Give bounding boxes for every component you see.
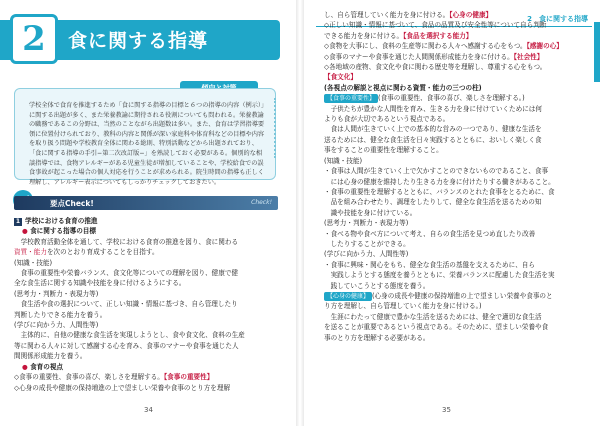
text: できる能力を身に付ける。 bbox=[324, 31, 404, 40]
body-line: 資質・能力を次のとおり育成することを目指す。 bbox=[14, 248, 159, 257]
body-line bbox=[14, 372, 290, 382]
check-label: 要点Check! bbox=[50, 199, 94, 208]
body-line: 食は人間が生きていく上での基本的な営みの一つであり、健康な生活を bbox=[324, 125, 542, 134]
body-line bbox=[324, 41, 586, 51]
running-head: 2 食に関する指導 bbox=[527, 15, 588, 23]
learning-label: (学びに向かう力、人間性等) bbox=[324, 250, 409, 259]
section-heading-1 bbox=[14, 216, 290, 226]
bullet: ● bbox=[22, 227, 28, 236]
body-line: したりすることができる。 bbox=[324, 239, 410, 248]
body-line: よりも食が大切であるという視点である。 bbox=[324, 115, 450, 124]
body-line: ・食事に興味・関心をもち、健全な食生活の基盤を支えるために、自ら bbox=[324, 260, 535, 269]
highlight-text: 資質・能力 bbox=[14, 248, 47, 257]
tag-culture: 【食文化】 bbox=[324, 73, 357, 82]
body-line: (学びに向かう力、人間性等) bbox=[14, 321, 99, 330]
viewpoint-tag: 【食事の重要性】 bbox=[163, 373, 214, 382]
bullet: ● bbox=[22, 362, 28, 371]
intro-box bbox=[14, 88, 276, 186]
tag-social: 【社会性】 bbox=[513, 52, 544, 61]
body-line: ・食事は人間が生きていく上で欠かすことのできないものであること、食事 bbox=[324, 167, 549, 176]
body-line: ◇正しい知識・情報に基づいて、食品の品質及び安全性等について自ら判断 bbox=[324, 21, 547, 30]
body-line: 践していこうとする態度を養う。 bbox=[324, 281, 430, 290]
body-line: には心身の健康を維持したり生きる力を身に付けたりする働きがあること。 bbox=[324, 177, 555, 186]
intro-text: 学校全体で食育を推進するため「食に関する指導の目標と６つの指導の内容（例示）」に関する出題が多く、また栄養教諭に期待される役割についても問われる。栄養教諭の職務であるこの分野は、当然のことながら出題数は多い。また、食育は学習指導要領に位置付けられており、教科の内容と関係が深い家庭科や体育科などの目標や内容を取り扱う問題や学校教育全体に関わる総則、特別活動などから出題されており、「食に関する指導の手引−第二次改訂版−」を熟読しておく必要がある。個別的な相談指導では、食物アレルギーがある児童生徒が増加していることや、学校給食での誤食事故が起こった場合の個人対応を行うことが求められる。院生時間の指導も正しく理解し、アレルギー表示についてもしっかりチェックしておきたい。 bbox=[29, 102, 265, 186]
body-line: り方を理解し、自ら管理していく能力を身に付ける。) bbox=[324, 302, 482, 311]
right-body bbox=[324, 10, 586, 343]
viewpoint-title: 食育の視点 bbox=[30, 362, 64, 371]
body-line: ◇心身の成長や健康の保持増進の上で望ましい栄養や食事のとり方を理解 bbox=[14, 383, 231, 392]
body-line: 等に関わる人々に対して感謝する心を育み、食事のマナーや食事を通じた人 bbox=[14, 341, 239, 350]
body-line: 品を組み合わせたり、調理をしたりして、健全な食生活を送るための知 bbox=[324, 198, 542, 207]
body-line: ◇各地域の産物、食文化や食に関わる歴史等を理解し、尊重する心をもつ。 bbox=[324, 63, 547, 72]
chapter-tab bbox=[594, 22, 600, 82]
body-line: 食事の重要性や栄養バランス、食文化等についての理解を図り、健康で健 bbox=[14, 269, 239, 278]
health-tag: 【心身の健康】 bbox=[324, 292, 372, 301]
left-body bbox=[14, 216, 290, 393]
section-heading-2 bbox=[14, 226, 290, 236]
body-line: 判断したりできる能力を養う。 bbox=[14, 310, 107, 319]
knowledge-label: (知識・技能) bbox=[324, 156, 363, 165]
body-line: 間関係形成能力を養う。 bbox=[14, 352, 87, 361]
body-line: 送るためには、健全な食生活を日々実践するとともに、おいしく楽しく食 bbox=[324, 135, 542, 144]
body-line bbox=[324, 93, 586, 103]
text: し、自ら管理していく能力を身に付ける。 bbox=[324, 11, 450, 19]
section-title: 学校における食育の推進 bbox=[25, 217, 98, 225]
tag-health: 【心身の健康】 bbox=[449, 11, 493, 19]
body-line: (思考力・判断力・表現力等) bbox=[14, 289, 99, 298]
health-desc: (心身の成長や健康の保持増進の上で望ましい栄養や食事のと bbox=[372, 291, 553, 300]
check-bar bbox=[14, 196, 278, 210]
importance-desc: (食事の重要性、食事の喜び、楽しさを理解する。) bbox=[378, 94, 525, 103]
body-line: を送ることが重要であるという視点である。そのために、望ましい栄養や食 bbox=[324, 323, 549, 332]
chapter-header bbox=[0, 14, 280, 64]
page-number-left: 34 bbox=[144, 406, 153, 414]
body-line: 全な食生活に関する知識や技能を身に付けるようにする。 bbox=[14, 279, 186, 288]
body-line: (知識・技能) bbox=[14, 258, 53, 267]
section-title: 食に関する指導の目標 bbox=[30, 227, 96, 236]
body-line: 事をすることの重要性を理解すること。 bbox=[324, 146, 443, 155]
body-line: ・食べる物や食べ方について考え、自らの食生活を見つめ直したり改善 bbox=[324, 229, 536, 238]
body-line: 学校教育活動全体を通して、学校における食育の推進を図り、食に関わる bbox=[14, 237, 239, 246]
body-line: 生涯にわたって健康で豊かな生活を送るためには、健全で適切な食生活 bbox=[324, 312, 542, 321]
text: ◇食物を大事にし、食料の生産等に関わる人々へ感謝する心をもつ。 bbox=[324, 42, 527, 51]
thinking-label: (思考力・判断力・表現力等) bbox=[324, 219, 409, 228]
sub-heading: (各視点の解説と視点に関わる資質・能力の三つの柱) bbox=[324, 83, 482, 92]
body-line: 子供たちが豊かな人間性を育み、生きる力を身に付けていくためには何 bbox=[324, 104, 542, 113]
chapter-number: 2 bbox=[10, 14, 58, 64]
viewpoint-heading bbox=[14, 362, 290, 372]
right-page bbox=[302, 0, 600, 426]
viewpoint-line: ◇食事の重要性、食事の喜び、楽しさを理解する。 bbox=[14, 373, 164, 382]
body-line: 事のとり方を理解する必要がある。 bbox=[324, 333, 430, 342]
body-line bbox=[324, 291, 586, 301]
body-line: ・食事の重要性を理解するとともに、バランスのとれた食事をとるために、食 bbox=[324, 187, 555, 196]
body-line: 主体的に、自他の健康な食生活を実現しようとし、食や食文化、食料の生産 bbox=[14, 331, 245, 340]
importance-tag: 【食事の重要性】 bbox=[324, 94, 378, 103]
body-line bbox=[324, 72, 586, 82]
intro-decoration bbox=[274, 98, 282, 158]
check-right-label: Check! bbox=[251, 199, 272, 206]
chapter-title: 食に関する指導 bbox=[68, 30, 209, 52]
body-line bbox=[324, 10, 586, 20]
text: ◇食事のマナーや食事を通じた人間関係形成能力を身に付ける。 bbox=[324, 52, 514, 61]
body-line: 食生活や食の選択について、正しい知識・情報に基づき、自ら管理したり bbox=[14, 300, 238, 309]
body-line bbox=[324, 52, 586, 62]
left-page bbox=[0, 0, 298, 426]
body-line bbox=[324, 31, 586, 41]
tag-gratitude: 【感謝の心】 bbox=[526, 42, 563, 51]
section-number: 1 bbox=[15, 218, 21, 225]
tag-food-select: 【食品を選択する能力】 bbox=[403, 31, 473, 40]
body-line: 実践しようとする態度を養うとともに、栄養バランスに配慮した食生活を実 bbox=[324, 271, 555, 280]
body-line: 識や技能を身に付けている。 bbox=[324, 208, 417, 217]
page-number-right: 35 bbox=[442, 406, 451, 414]
